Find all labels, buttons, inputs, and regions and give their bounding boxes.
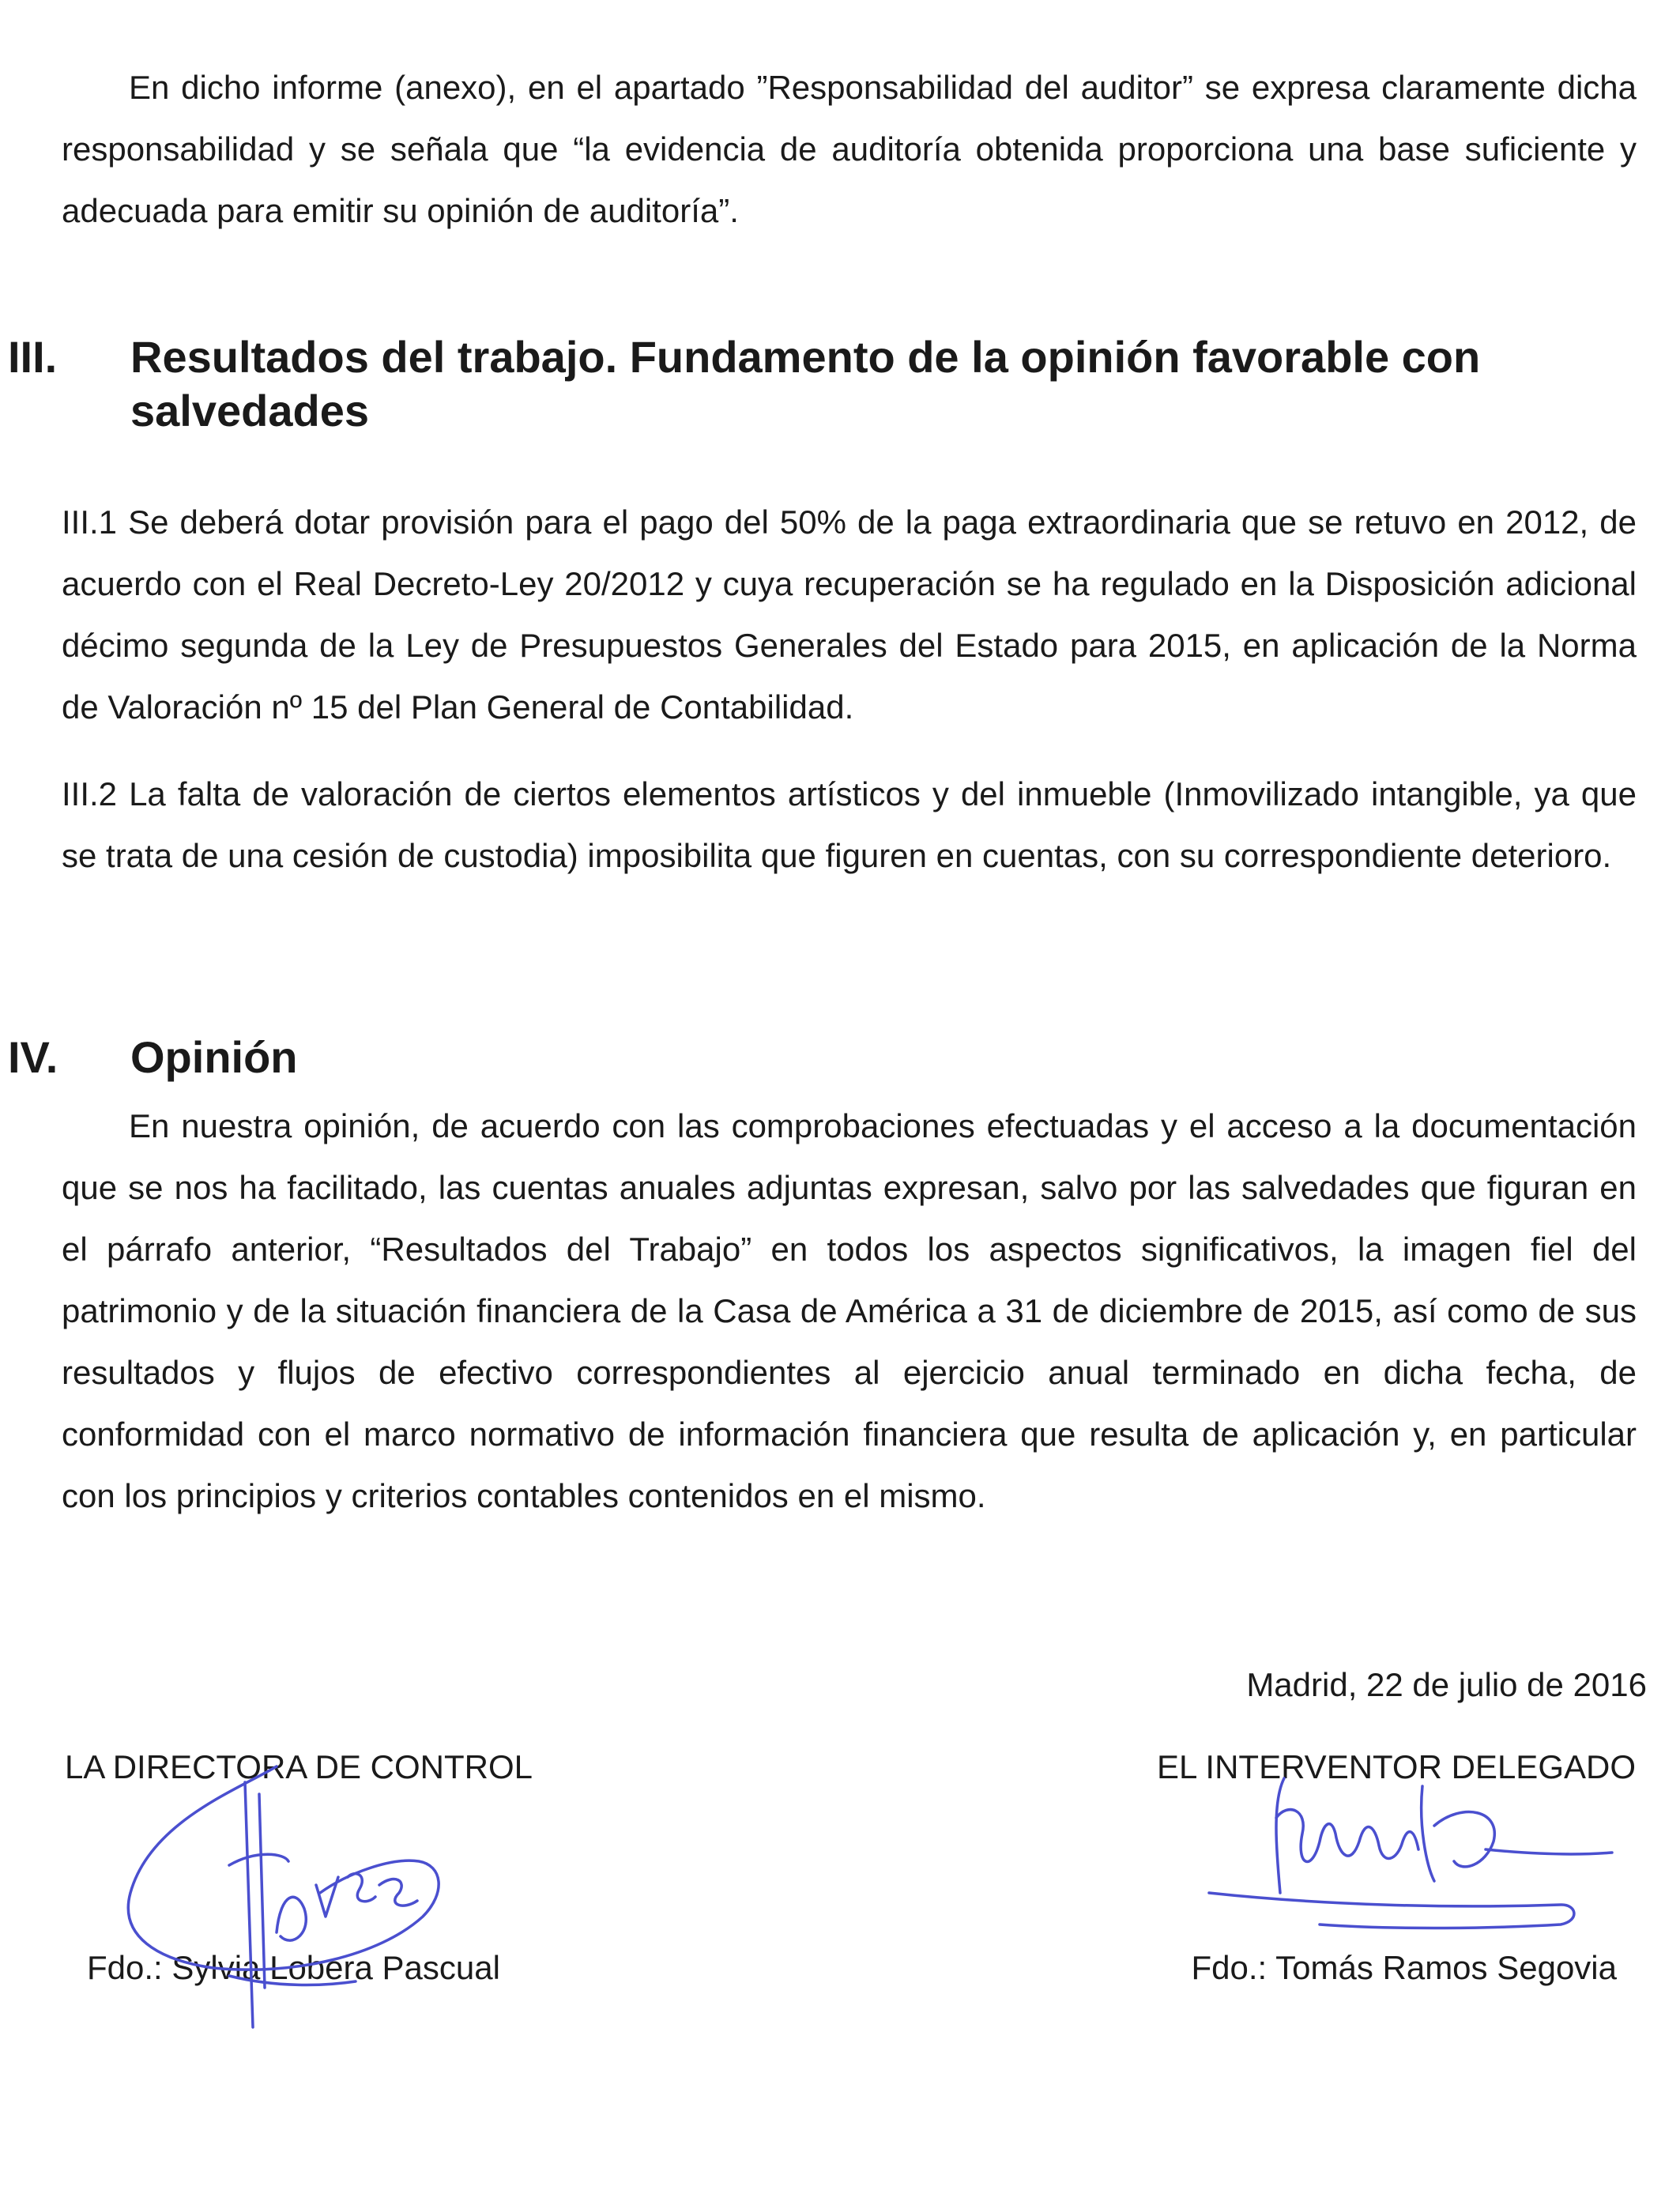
left-signatory-name: Fdo.: Sylvia Lobera Pascual [87, 1949, 500, 1986]
right-signatory-role: EL INTERVENTOR DELEGADO [1156, 1748, 1636, 1785]
left-signature [119, 1735, 450, 2051]
right-signatory-name: Fdo.: Tomás Ramos Segovia [1191, 1949, 1617, 1986]
section-3-paragraph-2: III.2 La falta de valoración de ciertos elementos artísticos y del inmueble (Inmovilizado intangible, ya que se trata de una cesión de custodia) imposibilita que figuren en cuentas, con su correspondiente deterioro. [62, 775, 1637, 874]
section-4-number: IV. [8, 1032, 58, 1082]
place-date: Madrid, 22 de julio de 2016 [1246, 1666, 1647, 1703]
left-signatory-role: LA DIRECTORA DE CONTROL [65, 1748, 533, 1785]
section-3-number: III. [8, 332, 58, 382]
section-3-title: Resultados del trabajo. Fundamento de la opinión favorable con salvedades [130, 332, 1481, 435]
right-signature [1162, 1755, 1620, 1960]
intro-paragraph: En dicho informe (anexo), en el apartado ”Responsabilidad del auditor” se expresa claramente dicha responsabilidad y se señala que “la evidencia de auditoría obtenida proporciona una base suficiente y adecuada para emitir su opinión de auditoría”. [62, 69, 1637, 229]
section-3-paragraph-1: III.1 Se deberá dotar provisión para el pago del 50% de la paga extraordinaria que se retuvo en 2012, de acuerdo con el Real Decreto-Ley 20/2012 y cuya recuperación se ha regulado en la Disposición adicional décimo segunda de la Ley de Presupuestos Generales del Estado para 2015, en aplicación de la Norma de Valoración nº 15 del Plan General de Contabilidad. [62, 503, 1637, 726]
section-4-paragraph: En nuestra opinión, de acuerdo con las comprobaciones efectuadas y el acceso a la documentación que se nos ha facilitado, las cuentas anuales adjuntas expresan, salvo por las salvedades que figuran en el párrafo anterior, “Resultados del Trabajo” en todos los aspectos significativos, la imagen fiel del patrimonio y de la situación financiera de la Casa de América a 31 de diciembre de 2015, así como de sus resultados y flujos de efectivo correspondientes al ejercicio anual terminado en dicha fecha, de conformidad con el marco normativo de información financiera que resulta de aplicación y, en particular con los principios y criterios contables contenidos en el mismo. [62, 1107, 1637, 1514]
section-4-title: Opinión [130, 1032, 298, 1082]
